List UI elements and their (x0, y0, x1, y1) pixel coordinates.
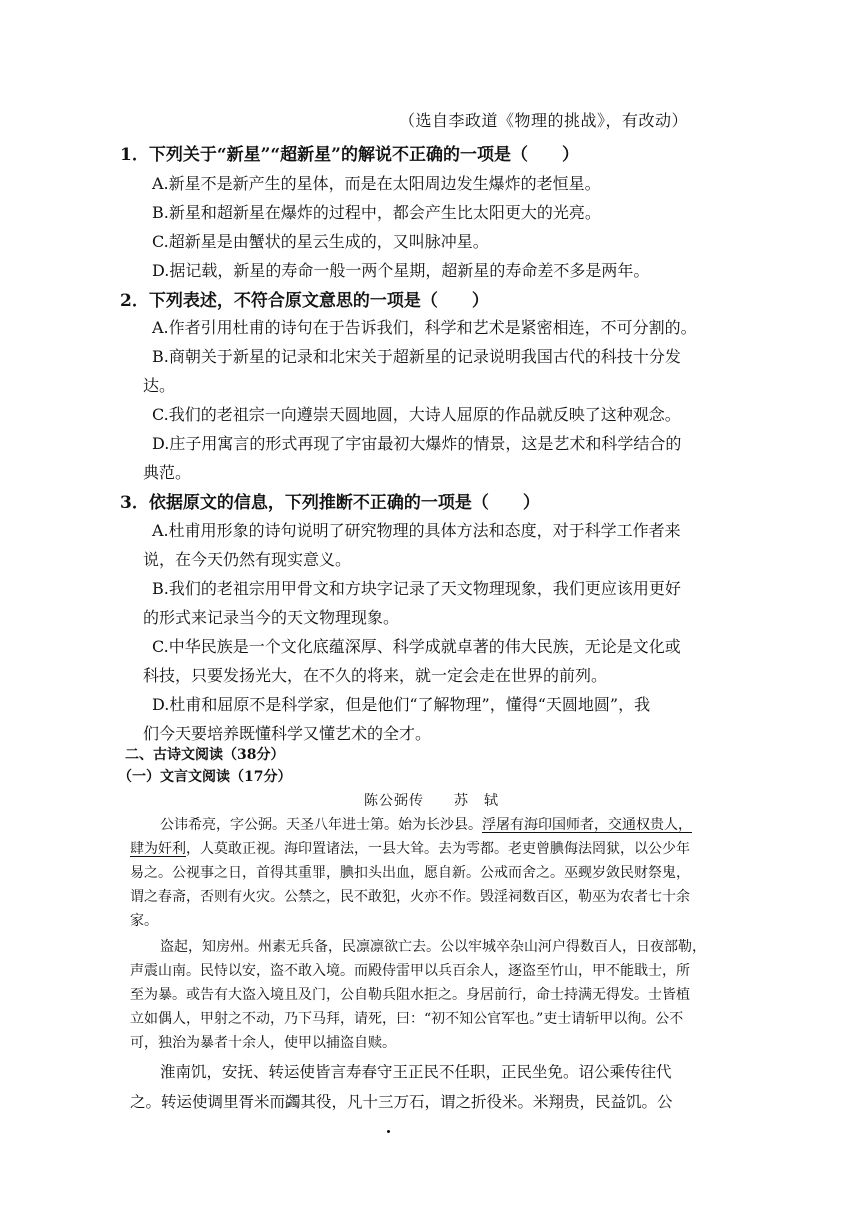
question-1-option-a: A.新星不是新产生的星体，而是在太阳周边发生爆炸的老恒星。 (152, 174, 601, 193)
question-1-stem: 1．下列关于“新星”“超新星”的解说不正确的一项是（ ） (120, 145, 579, 165)
subsection-heading-wenyan: （一）文言文阅读（17分） (118, 769, 292, 785)
question-2-option-d-cont: 典范。 (143, 463, 192, 482)
passage-line-1 (160, 814, 692, 834)
passage-line-6: 盗起，知房州。州素无兵备，民凛凛欲亡去。公以牢城卒杂山河户得数百人，日夜部勒， (160, 939, 706, 955)
question-2-option-b-cont: 达。 (143, 376, 176, 395)
passage-line-9: 立如偶人，甲射之不动，乃下马拜，请死，曰：“初不知公官军也。”吏士请斩甲以徇。公不 (130, 1011, 684, 1027)
question-3-option-a-cont: 说，在今天仍然有现实意义。 (143, 550, 352, 569)
passage-underlined-text: 浮屠有海印国师者，交通权贵人， (482, 817, 692, 833)
passage-line-5: 家。 (130, 913, 158, 929)
question-1-option-c: C.超新星是由蟹状的星云生成的，又叫脉冲星。 (152, 232, 489, 251)
passage-line-11: 淮南饥，安抚、转运使皆言寿春守王正民不任职，正民坐免。诏公乘传往代 (160, 1063, 672, 1081)
question-2-option-d: D.庄子用寓言的形式再现了宇宙最初大爆炸的情景，这是艺术和科学结合的 (152, 434, 682, 453)
passage-line-10: 可，独治为暴者十余人，使甲以捕盗自赎。 (130, 1035, 396, 1051)
passage-title: 陈公弼传 苏 轼 (364, 793, 499, 809)
source-citation: （选自李政道《物理的挑战》，有改动） (398, 111, 688, 130)
question-3-option-b-cont: 的形式来记录当今的天文物理现象。 (143, 608, 400, 627)
passage-line-3: 易之。公视事之日，首得其重罪，腆扣头出血，愿自新。公戒而舍之。巫觋岁敛民财祭鬼， (130, 865, 690, 881)
emphasis-dot (387, 1130, 390, 1133)
passage-line-2 (130, 838, 690, 858)
question-2-option-a: A.作者引用杜甫的诗句在于告诉我们，科学和艺术是紧密相连，不可分割的。 (152, 318, 697, 337)
passage-text: 公讳希亮，字公弼。天圣八年进士第。始为长沙县。 (160, 817, 482, 833)
question-1-option-b: B.新星和超新星在爆炸的过程中，都会产生比太阳更大的光亮。 (152, 203, 601, 222)
section-heading-classical-reading: 二、古诗文阅读（38分） (125, 747, 285, 763)
passage-line-4: 谓之春斋，否则有火灾。公禁之，民不敢犯，火亦不作。毁淫祠数百区，勒巫为农者七十余 (130, 889, 690, 905)
passage-line-7: 声震山南。民恃以安，盗不敢入境。而殿侍雷甲以兵百余人，逐盗至竹山，甲不能戢士，所 (130, 963, 690, 979)
passage-line-8: 至为暴。或告有大盗入境且及门，公自勒兵阻水拒之。身居前行，命士持满无得发。士皆植 (130, 987, 690, 1003)
question-2-option-c: C.我们的老祖宗一向遵崇天圆地圆，大诗人屈原的作品就反映了这种观念。 (152, 405, 681, 424)
question-2-option-b: B.商朝关于新星的记录和北宋关于超新星的记录说明我国古代的科技十分发 (152, 347, 681, 366)
question-1-option-d: D.据记载，新星的寿命一般一两个星期，超新星的寿命差不多是两年。 (152, 261, 650, 280)
question-3-option-b: B.我们的老祖宗用甲骨文和方块字记录了天文物理现象，我们更应该用更好 (152, 579, 681, 598)
question-3-option-d-cont: 们今天要培养既懂科学又懂艺术的全才。 (143, 724, 432, 743)
passage-text: ，人莫敢正视。海印置诸法，一县大耸。去为雩都。老吏曾腆侮法罔狱，以公少年 (186, 841, 690, 857)
question-3-option-c: C.中华民族是一个文化底蕴深厚、科学成就卓著的伟大民族，无论是文化或 (152, 637, 681, 656)
question-3-option-a: A.杜甫用形象的诗句说明了研究物理的具体方法和态度，对于科学工作者来 (152, 521, 681, 540)
passage-underlined-text: 肆为奸利 (130, 841, 186, 857)
passage-line-12: 之。转运使调里胥米而蠲其役，凡十三万石，谓之折役米。米翔贵，民益饥。公 (130, 1093, 673, 1111)
question-3-stem: 3．依据原文的信息，下列推断不正确的一项是（ ） (120, 493, 540, 513)
question-3-option-c-cont: 科技，只要发扬光大，在不久的将来，就一定会走在世界的前列。 (143, 666, 608, 685)
question-3-option-d: D.杜甫和屈原不是科学家，但是他们“了解物理”，懂得“天圆地圆”，我 (152, 695, 651, 714)
question-2-stem: 2．下列表述，不符合原文意思的一项是（ ） (120, 291, 489, 311)
